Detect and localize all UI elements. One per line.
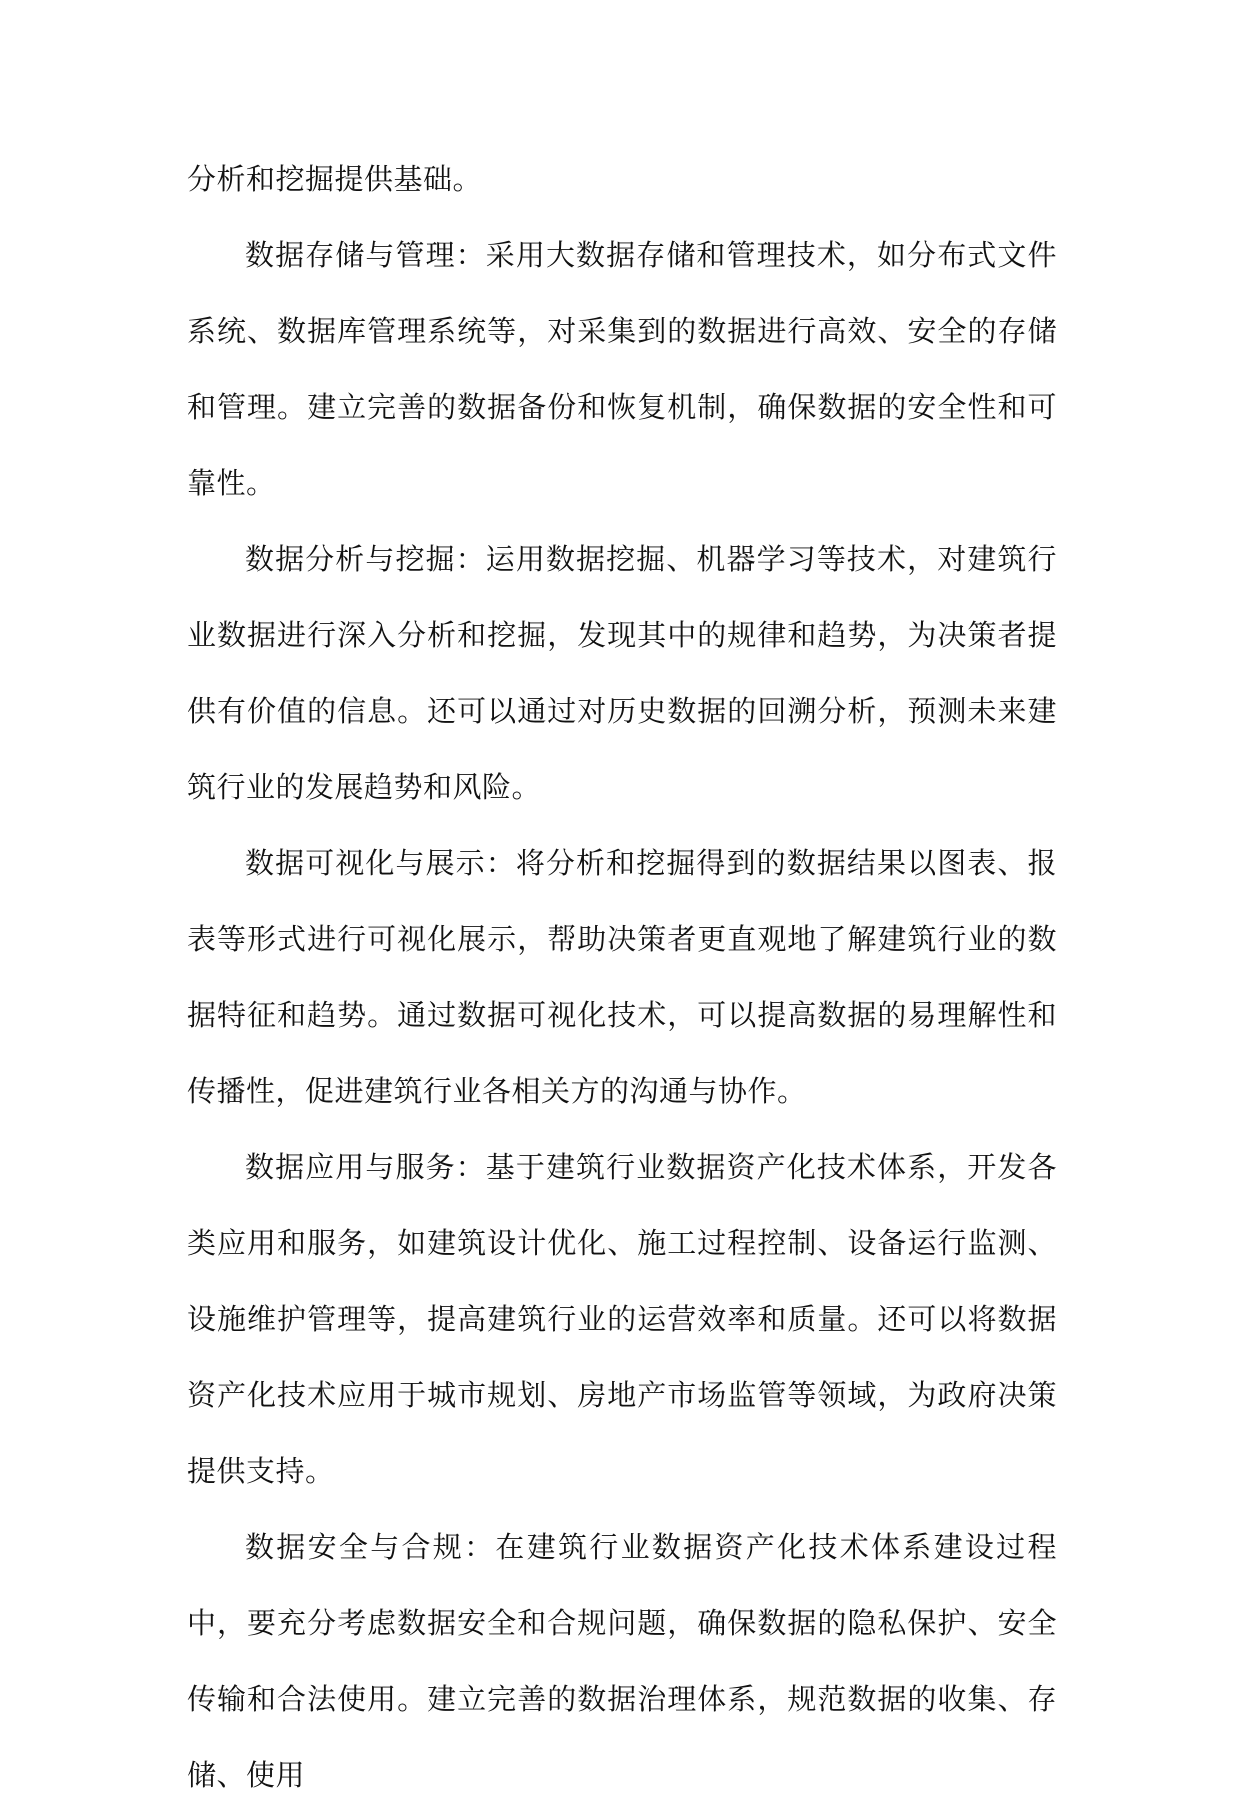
paragraph-continuation: 分析和挖掘提供基础。 — [187, 162, 483, 196]
document-page — [187, 141, 1057, 1813]
paragraph-data-visualization: 数据可视化与展示：将分析和挖掘得到的数据结果以图表、报表等形式进行可视化展示，帮助决策者更直观地了解建筑行业的数据特征和趋势。通过数据可视化技术，可以提高数据的易理解性和传播性，促进建筑行业各相关方的沟通与协作。 — [187, 846, 1057, 1108]
paragraph-data-application: 数据应用与服务：基于建筑行业数据资产化技术体系，开发各类应用和服务，如建筑设计优化、施工过程控制、设备运行监测、设施维护管理等，提高建筑行业的运营效率和质量。还可以将数据资产化技术应用于城市规划、房地产市场监管等领域，为政府决策提供支持。 — [187, 1150, 1057, 1488]
paragraph-data-analysis: 数据分析与挖掘：运用数据挖掘、机器学习等技术，对建筑行业数据进行深入分析和挖掘，发现其中的规律和趋势，为决策者提供有价值的信息。还可以通过对历史数据的回溯分析，预测未来建筑行业的发展趋势和风险。 — [187, 542, 1057, 804]
paragraph-data-storage: 数据存储与管理：采用大数据存储和管理技术，如分布式文件系统、数据库管理系统等，对采集到的数据进行高效、安全的存储和管理。建立完善的数据备份和恢复机制，确保数据的安全性和可靠性。 — [187, 238, 1057, 500]
paragraph-data-security: 数据安全与合规：在建筑行业数据资产化技术体系建设过程中，要充分考虑数据安全和合规问题，确保数据的隐私保护、安全传输和合法使用。建立完善的数据治理体系，规范数据的收集、存储、使用 — [187, 1530, 1057, 1792]
